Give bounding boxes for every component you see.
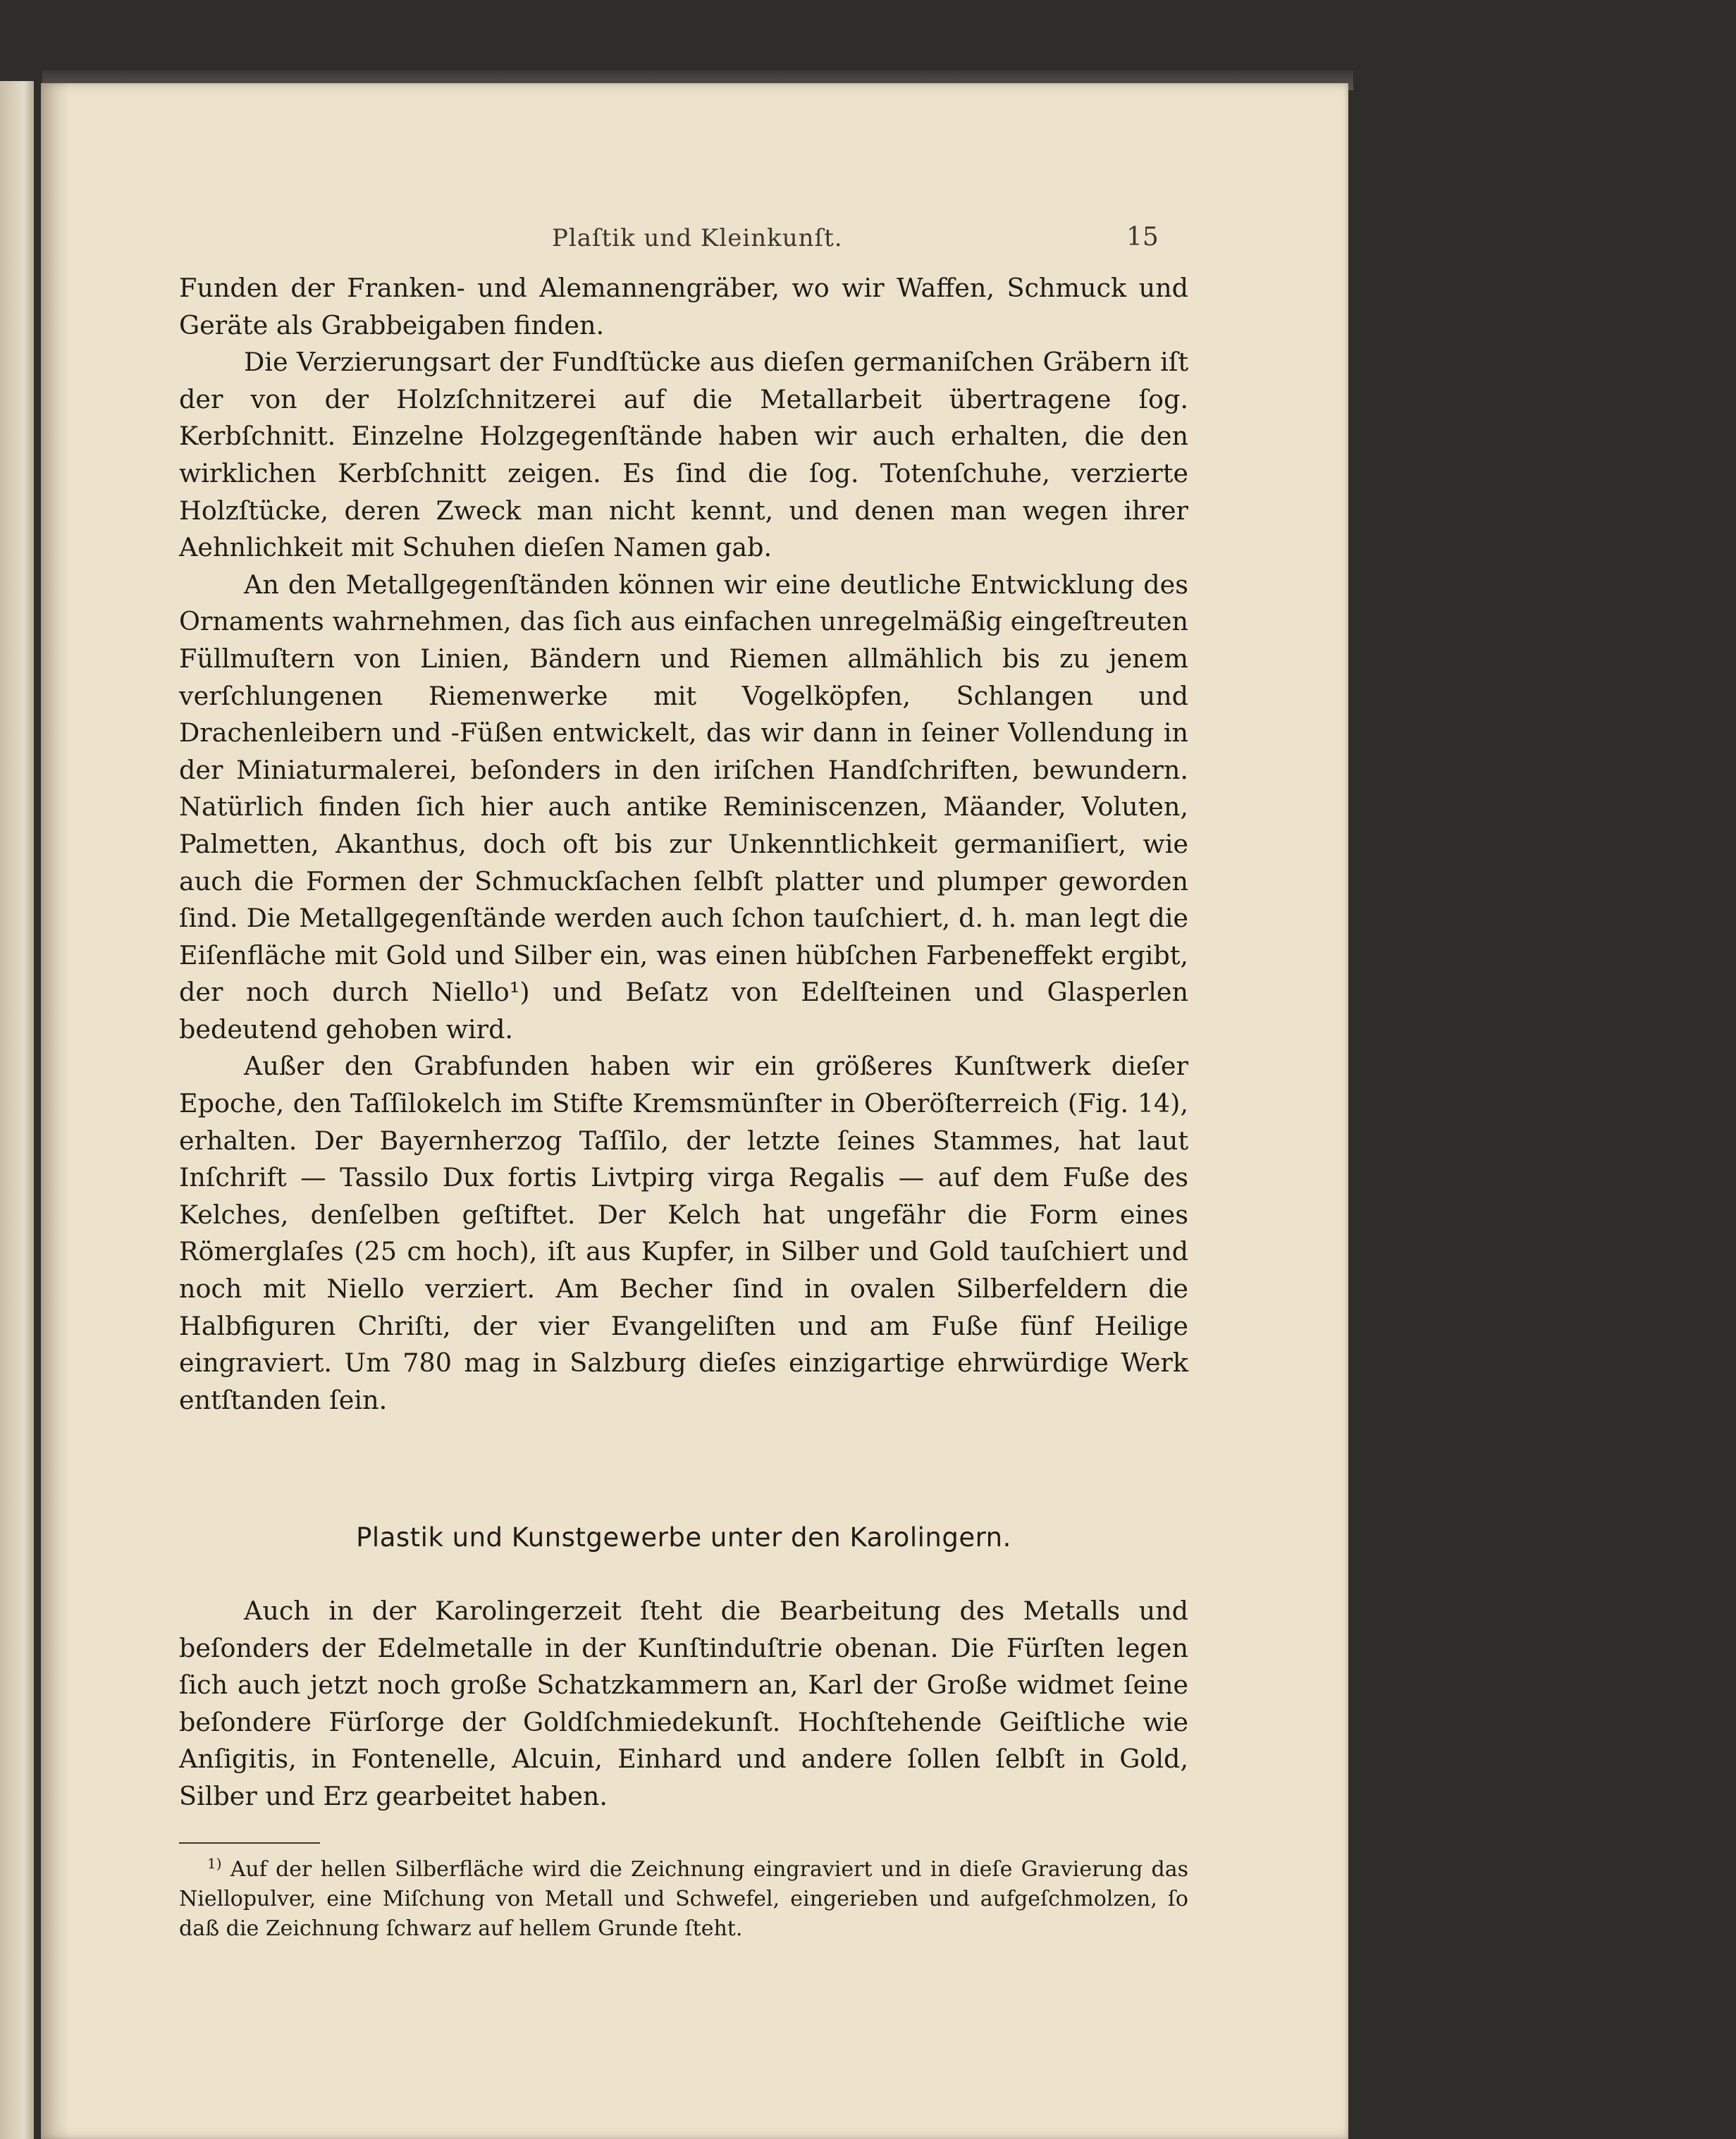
footnote-text: Auf der hellen Silberfläche wird die Zeichnung eingraviert und in dieſe Gravierung das Niellopulver, eine Miſchung von Metall und Schwefel, eingerieben und aufgeſchmolzen, ſo daß die Zeichnung ſchwarz auf hellem Grunde ſteht. <box>179 1857 1188 1941</box>
paragraph-2: Die Verzierungsart der Fundſtücke aus dieſen germaniſchen Gräbern iſt der von der Holzſchnitzerei auf die Metallarbeit übertragene ſog. Kerbſchnitt. Einzelne Holzgegenſtände haben wir auch erhalten, die den wirklichen Kerbſchnitt zeigen. Es ſind die ſog. Totenſchuhe, verzierte Holzſtücke, deren Zweck man nicht kennt, und denen man wegen ihrer Aehnlichkeit mit Schuhen dieſen Namen gab. <box>179 347 1188 563</box>
body-text <box>179 270 1188 1419</box>
spine-shadow <box>41 83 69 2139</box>
book-page <box>41 83 1348 2139</box>
footnote <box>179 1849 1188 1944</box>
running-title: Plaſtik und Kleinkunſt. <box>552 224 843 252</box>
running-head <box>41 218 1348 261</box>
section-paragraph-1: Auch in der Karolingerzeit ſteht die Bearbeitung des Metalls und beſonders der Edelmetalle in der Kunſtinduſtrie obenan. Die Fürſten legen ſich auch jetzt noch große Schatzkammern an, Karl der Große widmet ſeine beſondere Fürſorge der Goldſchmiedekunſt. Hochſtehende Geiſtliche wie Anſigitis, in Fontenelle, Alcuin, Einhard und andere ſollen ſelbſt in Gold, Silber und Erz gearbeitet haben. <box>179 1596 1188 1811</box>
page-number: 15 <box>1126 223 1159 252</box>
footnote-marker: 1) <box>207 1855 222 1872</box>
footnote-rule <box>179 1842 320 1844</box>
paragraph-3: An den Metallgegenſtänden können wir eine deutliche Entwicklung des Ornaments wahrnehmen, das ſich aus einfachen unregelmäßig eingeſtreuten Füllmuſtern von Linien, Bändern und Riemen allmählich bis zu jenem verſchlungenen Riemenwerke mit Vogelköpfen, Schlangen und Drachenleibern und -Füßen entwickelt, das wir dann in ſeiner Vollendung in der Miniaturmalerei, beſonders in den iriſchen Handſchriften, bewundern. Natürlich finden ſich hier auch antike Reminiscenzen, Mäander, Voluten, Palmetten, Akanthus, doch oft bis zur Unkenntlichkeit germaniſiert, wie auch die Formen der Schmuckſachen ſelbſt platter und plumper geworden ſind. Die Metallgegenſtände werden auch ſchon tauſchiert, d. h. man legt die Eiſenfläche mit Gold und Silber ein, was einen hübſchen Farbeneffekt ergibt, der noch durch Niello¹) und Beſatz von Edelſteinen und Glasperlen bedeutend gehoben wird. <box>179 569 1188 1044</box>
section-heading: Plastik und Kunstgewerbe unter den Karolingern. <box>356 1522 1011 1553</box>
paragraph-1: Funden der Franken- und Alemannengräber, wo wir Waffen, Schmuck und Geräte als Grabbeigaben finden. <box>179 273 1188 340</box>
section-body-text <box>179 1593 1188 1816</box>
adjacent-page-edge <box>0 81 34 2139</box>
paragraph-4: Außer den Grabfunden haben wir ein größeres Kunſtwerk dieſer Epoche, den Taſſilokelch im Stifte Kremsmünſter in Oberöſterreich (Fig. 14), erhalten. Der Bayernherzog Taſſilo, der letzte ſeines Stammes, hat laut Inſchrift — Tassilo Dux fortis Livtpirg virga Regalis — auf dem Fuße des Kelches, denſelben geſtiftet. Der Kelch hat ungefähr die Form eines Römerglaſes (25 cm hoch), iſt aus Kupfer, in Silber und Gold tauſchiert und noch mit Niello verziert. Am Becher ſind in ovalen Silberfeldern die Halbfiguren Chriſti, der vier Evangeliſten und am Fuße fünf Heilige eingraviert. Um 780 mag in Salzburg dieſes einzigartige ehrwürdige Werk entſtanden ſein. <box>179 1051 1188 1415</box>
